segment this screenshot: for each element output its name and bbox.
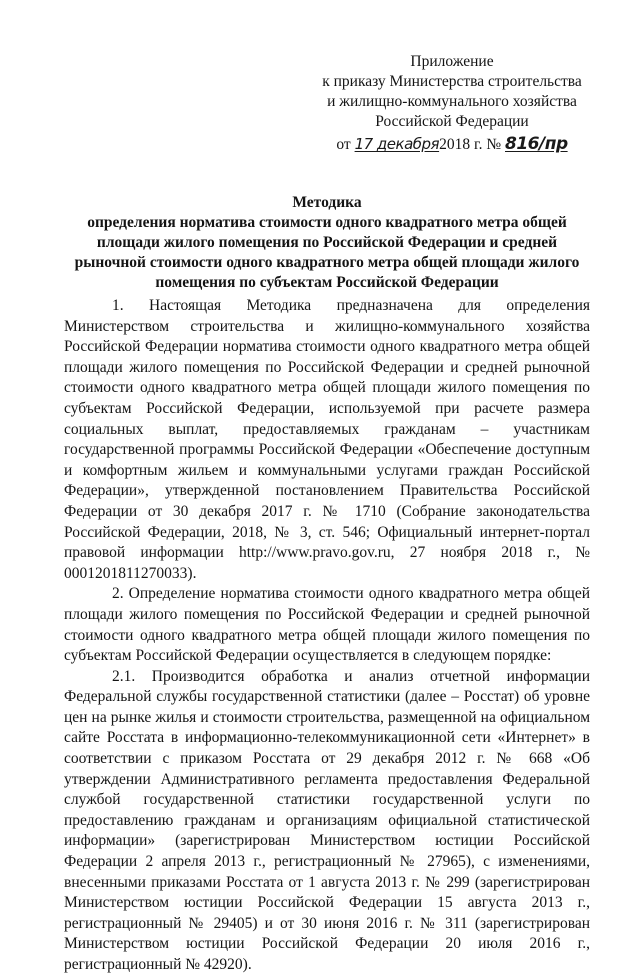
annex-date-number — [318, 134, 586, 155]
title-heading: Методика — [292, 194, 362, 211]
paragraph-2: 2. Определение норматива стоимости одного квадратного метра общей площади жилого помещения по Российской Федерации и средней рыночной стоимости одного квадратного метра общей площади жилого помещения по субъектам Российской Федерации осуществляется в следующем порядке: — [64, 585, 590, 665]
document-title — [64, 193, 590, 293]
date-prefix: от — [336, 136, 351, 153]
number-sign: № — [486, 136, 502, 153]
paragraph-1: 1. Настоящая Методика предназначена для определения Министерством строительства и жилищно-коммунального хозяйства Российской Федерации норматива стоимости одного квадратного метра общей площади жилого помещения по Российской Федерации и средней рыночной стоимости одного квадратного метра общей площади жилого помещения по субъектам Российской Федерации, используемой при расчете размера социальных выплат, предоставляемых гражданам – участникам государственной программы Российской Федерации «Обеспечение доступным и комфортным жильем и коммунальными услугами граждан Российской Федерации», утвержденной постановлением Правительства Российской Федерации от 30 декабря 2017 г. № 1710 (Собрание законодательства Российской Федерации, 2018, № 3, ст. 546; Официальный интернет-портал правовой информации http://www.pravo.gov.ru, 27 ноября 2018 г., № 0001201811270033). — [64, 297, 590, 582]
order-year: 2018 г. — [439, 136, 483, 153]
annex-order-line: к приказу Министерства строительства — [322, 73, 582, 90]
annex-ministry-line: и жилищно-коммунального хозяйства — [327, 93, 577, 110]
document-body — [64, 296, 590, 976]
annex-country-line: Российской Федерации — [375, 113, 529, 130]
annex-header — [318, 52, 586, 155]
title-subtitle: определения норматива стоимости одного квадратного метра общей площади жилого помещения по Российской Федерации и средней рыночной стоимости одного квадратного метра общей площади жилого помещения по субъектам Российской Федерации — [74, 214, 580, 291]
handwritten-order-number: 816/пр — [505, 134, 568, 154]
handwritten-date: 17 декабря — [354, 135, 440, 153]
annex-label: Приложение — [410, 53, 494, 70]
paragraph-2-1: 2.1. Производится обработка и анализ отчетной информации Федеральной службы государственной статистики (далее – Росстат) об уровне цен на рынке жилья и стоимости строительства, размещенной на официальном сайте Росстата в информационно-телекоммуникационной сети «Интернет» в соответствии с приказом Росстата от 29 декабря 2012 г. № 668 «Об утверждении Административного регламента предоставления Федеральной службой государственной статистики государственной услуги по предоставлению гражданам и организациям официальной статистической информации» (зарегистрирован Министерством юстиции Российской Федерации 2 апреля 2013 г., регистрационный № 27965), с изменениями, внесенными приказами Росстата от 1 августа 2013 г. № 299 (зарегистрирован Министерством юстиции Российской Федерации 15 августа 2013 г., регистрационный № 29405) и от 30 июня 2016 г. № 311 (зарегистрирован Министерством юстиции Российской Федерации 20 июля 2016 г., регистрационный № 42920). — [64, 667, 590, 973]
